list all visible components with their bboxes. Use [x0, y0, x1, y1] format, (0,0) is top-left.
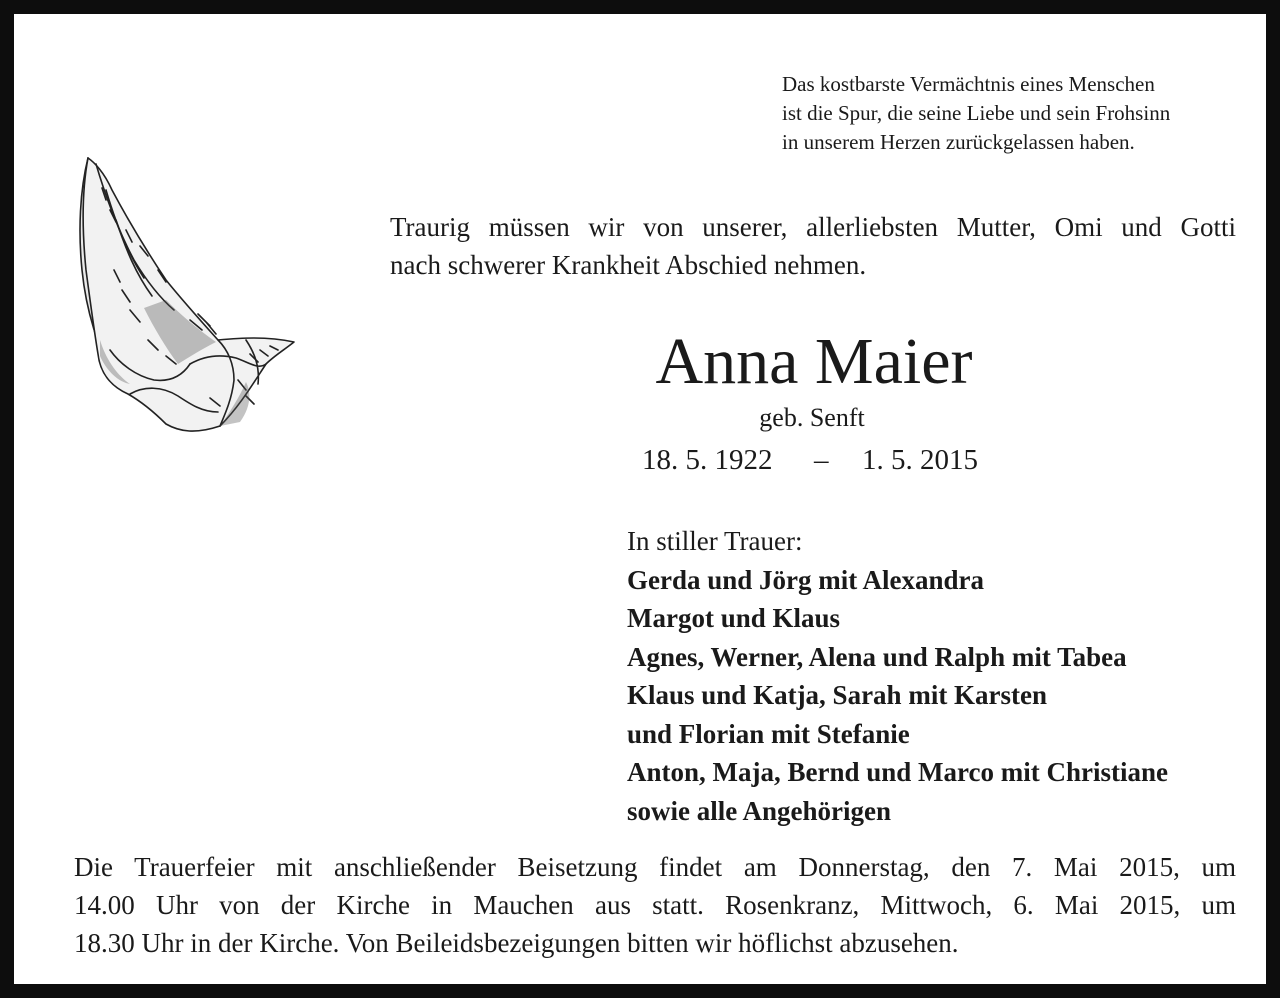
notice-line: Die Trauerfeier mit anschließender Beisetzung findet am Donnerstag, den 7. Mai 2015, um [74, 852, 1236, 882]
mourner-line: Gerda und Jörg mit Alexandra [627, 564, 985, 595]
mourner-line: Klaus und Katja, Sarah mit Karsten [627, 680, 1048, 710]
intro-line: Traurig müssen wir von unserer, allerliebsten Mutter, Omi und Gotti [390, 212, 1236, 242]
birth-name: geb. Senft [759, 403, 865, 432]
motto-line: in unserem Herzen zurückgelassen haben. [782, 130, 1135, 154]
date-separator: – [814, 444, 829, 476]
mourner-line: sowie alle Angehörigen [627, 795, 891, 826]
deceased-name: Anna Maier [655, 325, 973, 398]
intro-text [390, 208, 1236, 284]
mourners-heading: In stiller Trauer: [627, 526, 803, 556]
life-dates [642, 440, 1002, 480]
birth-date: 18. 5. 1922 [642, 444, 773, 476]
motto-line: ist die Spur, die seine Liebe und sein Frohsinn [782, 101, 1171, 125]
death-date: 1. 5. 2015 [862, 444, 978, 476]
mourner-line: Margot und Klaus [627, 603, 841, 633]
mourners-block [627, 522, 1247, 830]
notice-line: 14.00 Uhr von der Kirche in Mauchen aus statt. Rosenkranz, Mittwoch, 6. Mai 2015, um [74, 890, 1236, 920]
motto-line: Das kostbarste Vermächtnis eines Menschen [782, 72, 1155, 96]
motto-quote [782, 70, 1252, 157]
mourner-line: Anton, Maja, Bernd und Marco mit Christiane [627, 757, 1169, 787]
intro-line: nach schwerer Krankheit Abschied nehmen. [390, 250, 867, 280]
notice-line: 18.30 Uhr in der Kirche. Von Beileidsbezeigungen bitten wir höflichst abzusehen. [74, 928, 959, 958]
mourner-line: und Florian mit Stefanie [627, 718, 910, 749]
funeral-notice [74, 848, 1236, 962]
praying-hands-icon [70, 150, 302, 440]
mourner-line: Agnes, Werner, Alena und Ralph mit Tabea [627, 641, 1127, 672]
